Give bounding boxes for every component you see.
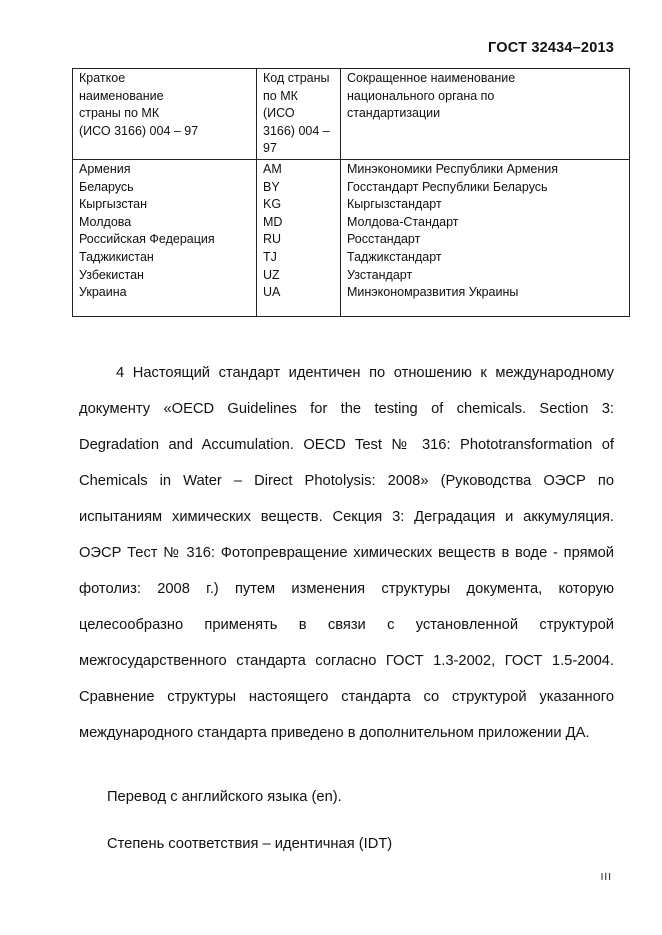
standards-body: Узстандарт xyxy=(347,267,413,282)
country-name: Молдова xyxy=(79,214,132,229)
country-code: KG xyxy=(263,197,282,212)
table-header-row xyxy=(73,69,630,160)
country-name: Таджикистан xyxy=(79,249,154,264)
standards-body: Таджикстандарт xyxy=(347,249,442,264)
translation-note: Перевод с английского языка (en). xyxy=(107,789,342,805)
standards-body: Молдова-Стандарт xyxy=(347,214,459,229)
header-country-name: Краткое наименование страны по МК (ИСО 3166) 004 – 97 xyxy=(73,69,257,160)
country-code: UZ xyxy=(263,267,280,282)
standards-body: Минэкономики Республики Армения xyxy=(347,161,559,176)
document-header-standard-id: ГОСТ 32434–2013 xyxy=(488,40,614,56)
bodies-cell xyxy=(341,159,630,316)
codes-cell xyxy=(257,159,341,316)
country-code: AM xyxy=(263,161,282,176)
country-name: Беларусь xyxy=(79,179,134,194)
standards-body: Минэкономразвития Украины xyxy=(347,285,519,300)
countries-cell xyxy=(73,159,257,316)
header-standards-body: Сокращенное наименование национального органа по стандартизации xyxy=(341,69,630,160)
standards-body: Госстандарт Республики Беларусь xyxy=(347,179,548,194)
country-code: TJ xyxy=(263,249,277,264)
country-code: RU xyxy=(263,232,282,247)
standards-body: Росстандарт xyxy=(347,232,421,247)
conformity-note: Степень соответствия – идентичная (IDT) xyxy=(107,836,393,852)
paragraph-4-identity-statement: 4 Настоящий стандарт идентичен по отношению к международному документу «OECD Guidelines for the testing of chemicals. Section 3: Degradation and Accumulation. OECD Test № 316: Phototransformation of Chemicals in Water – Direct Photolysis: 2008» (Руководства ОЭСР по испытаниям химических веществ. Секция 3: Деградация и аккумуляция. ОЭСР Тест № 316: Фотопревращение химических веществ в воде - прямой фотолиз: 2008 г.) путем изменения структуры документа, которую целесообразно применять в связи с установленной структурой межгосударственного стандарта согласно ГОСТ 1.3-2002, ГОСТ 1.5-2004. Сравнение структуры настоящего стандарта со структурой указанного международного стандарта приведено в дополнительном приложении ДА. xyxy=(79,364,614,741)
country-name: Армения xyxy=(79,161,131,176)
standards-body: Кыргызстандарт xyxy=(347,197,442,212)
page-number: III xyxy=(600,872,612,883)
table-body-row xyxy=(73,159,630,316)
country-code: MD xyxy=(263,214,283,229)
country-name: Российская Федерация xyxy=(79,232,215,247)
country-name: Узбекистан xyxy=(79,267,144,282)
header-country-code: Код страны по МК (ИСО 3166) 004 – 97 xyxy=(257,69,341,160)
country-name: Кыргызстан xyxy=(79,197,148,212)
country-codes-table xyxy=(72,68,630,317)
country-name: Украина xyxy=(79,285,127,300)
country-code: BY xyxy=(263,179,280,194)
country-code: UA xyxy=(263,285,281,300)
